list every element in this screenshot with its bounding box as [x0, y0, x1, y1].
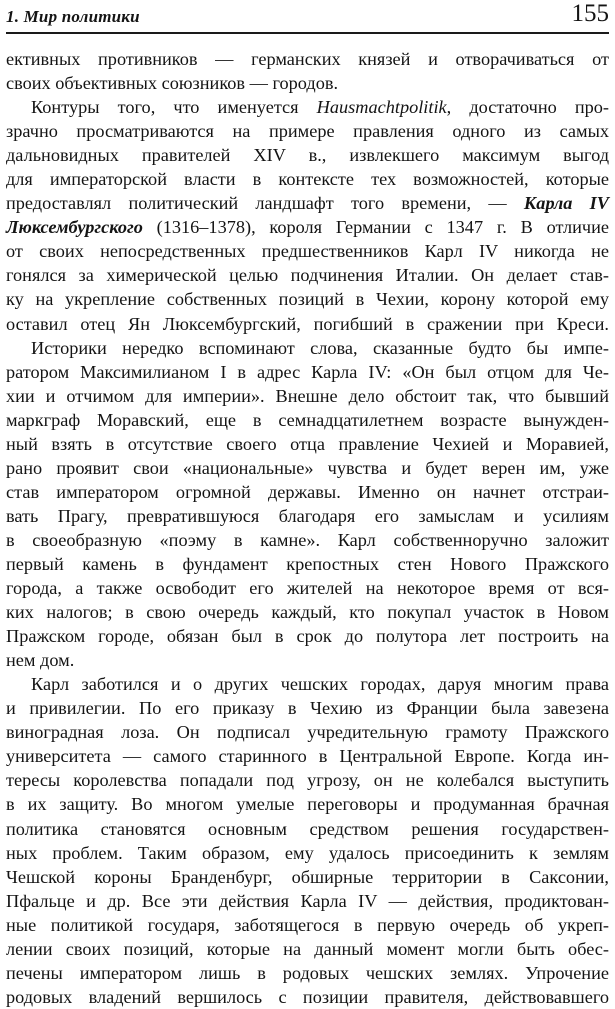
- text-line: вать Прагу, превратившуюся благодаря его замыслам и усилиям: [6, 505, 609, 526]
- text-line: виноградная лоза. Он подписал учредительную грамоту Пражского: [6, 722, 609, 743]
- emphasized-name: Карла IV: [523, 193, 609, 214]
- text-line: дальновидных правителей XIV в., извлекшего максимум выгод: [6, 145, 609, 166]
- text-line: Люксембургского (1316–1378), короля Германии с 1347 г. В отличие: [6, 217, 609, 238]
- text-line: ные политикой государя, заботящегося в первую очередь об укреп-: [6, 914, 609, 935]
- text-line: политика становятся основным средством решения государствен-: [6, 818, 609, 839]
- italic-term: Hausmachtpolitik: [316, 97, 447, 118]
- chapter-title: 1. Мир политики: [6, 7, 140, 26]
- text-line: университета — самого старинного в Центральной Европе. Когда ин-: [6, 746, 609, 767]
- text-line: ких налогов; в свою очередь каждый, кто покупал участок в Новом: [6, 602, 609, 623]
- text-line: родовых владений вершилось с позиции правителя, действовавшего: [6, 986, 609, 1007]
- text-line: тересы королевства попадали под угрозу, он не колебался выступить: [6, 770, 609, 791]
- emphasized-name: Люксембургского: [6, 217, 143, 238]
- text-line: Чешской короны Бранденбург, обширные территории в Саксонии,: [6, 866, 609, 887]
- text-line: ных проблем. Таким образом, ему удалось присоединить к землям: [6, 842, 609, 863]
- text-line: для императорской власти в контексте тех возможностей, которые: [6, 169, 609, 190]
- text-line: и привилегии. По его приказу в Чехию из Франции была завезена: [6, 698, 609, 719]
- text-line: Карл заботился и о других чешских городах, даруя многим права: [31, 674, 609, 695]
- text-line: нем дом.: [6, 650, 75, 671]
- text-line: своих объективных союзников — городов.: [6, 73, 339, 94]
- text-line: маркграф Моравский, еще в семнадцатилетнем возрасте вынужден-: [6, 409, 609, 430]
- running-head: [6, 2, 609, 30]
- text-line: Историки нередко вспоминают слова, сказанные будто бы импе-: [31, 337, 609, 358]
- text-line: лении своих позиций, которые на данный момент могли быть обес-: [6, 938, 609, 959]
- body-text: [6, 47, 609, 1009]
- text-line: зрачно просматриваются на примере правления одного из самых: [6, 121, 609, 142]
- text-line: хии и отчимом для империи». Внешне дело обстоит так, что бывший: [6, 385, 609, 406]
- text-line: Пфальце и др. Все эти действия Карла IV — действия, продиктован-: [6, 890, 609, 911]
- text-line: первый камень в фундамент крепостных стен Нового Пражского: [6, 553, 609, 574]
- text-line: от своих непосредственных предшественников Карл IV никогда не: [6, 241, 609, 262]
- text-line: в их защиту. Во многом умелые переговоры и продуманная брачная: [6, 794, 609, 815]
- text-line: печены императором лишь в родовых чешских землях. Упрочение: [6, 962, 609, 983]
- text-line: ратором Максимилианом I в адрес Карла IV: «Он был отцом для Че-: [6, 361, 609, 382]
- text-line: ный взять в отсутствие своего отца правление Чехией и Моравией,: [6, 433, 609, 454]
- text-line: став императором огромной державы. Именно он начнет отстраи-: [6, 481, 609, 502]
- text-line: оставил отец Ян Люксембургский, погибший в сражении при Креси.: [6, 313, 609, 334]
- text-line: гонялся за химерической целью подчинения Италии. Он делает став-: [6, 265, 609, 286]
- text-line: города, а также освободит его жителей на некоторое время от вся-: [6, 578, 609, 599]
- text-line: предоставлял политический ландшафт того времени, — Карла IV: [6, 193, 609, 214]
- page-number: 155: [571, 0, 609, 27]
- text-line: в своеобразную «поэму в камне». Карл собственноручно заложит: [6, 529, 609, 550]
- text-line: ку на укрепление собственных позиций в Чехии, корону которой ему: [6, 289, 609, 310]
- text-line: ективных противников — германских князей и отворачиваться от: [6, 49, 609, 69]
- text-line: рано проявит свои «национальные» чувства и будет верен им, уже: [6, 457, 609, 478]
- text-line: Пражском городе, обязан был в срок до полутора лет построить на: [6, 626, 609, 647]
- header-rule: [6, 32, 609, 34]
- text-line: Контуры того, что именуется Hausmachtpolitik, достаточно про-: [31, 97, 610, 118]
